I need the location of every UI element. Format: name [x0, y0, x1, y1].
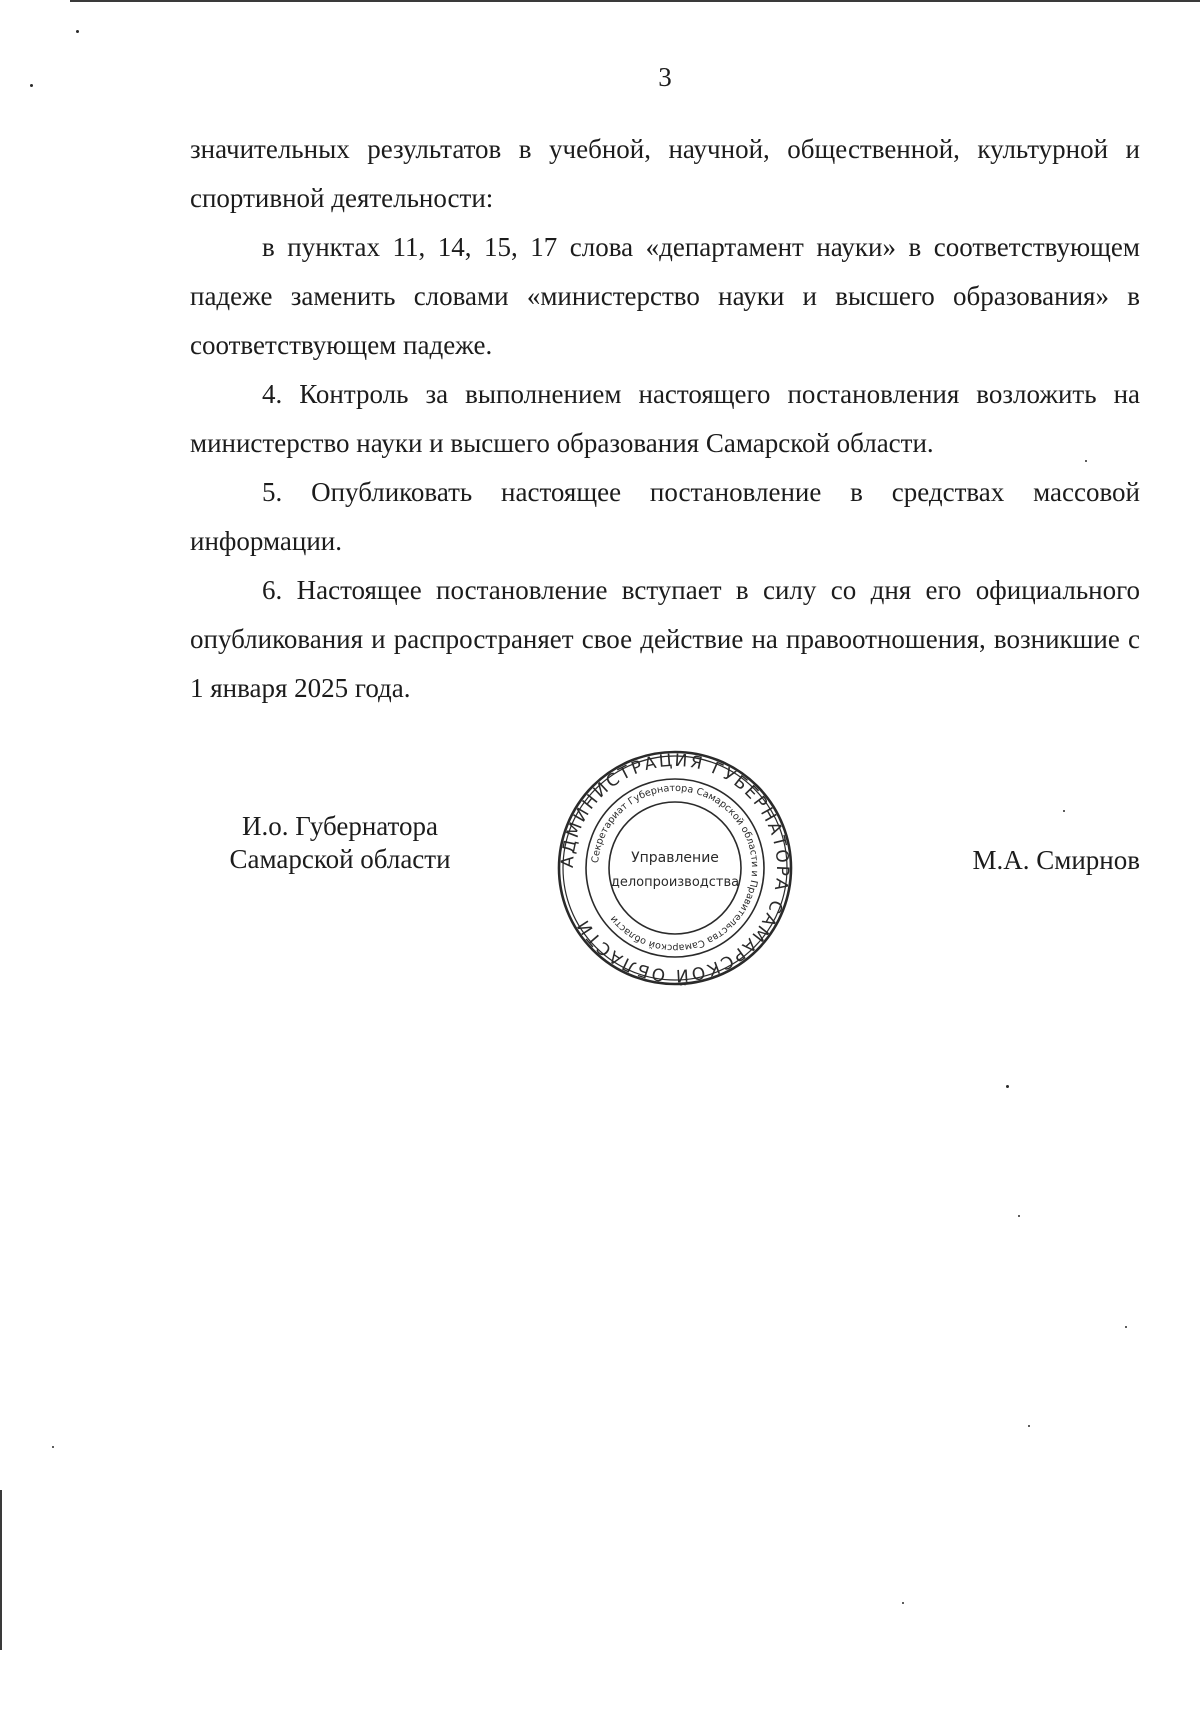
seal-middle-ring	[586, 779, 764, 957]
scan-speck	[76, 30, 79, 33]
signatory-title	[175, 810, 505, 876]
paragraph-item-5: 5. Опубликовать настоящее постановление в средствах массовой информации.	[190, 477, 1140, 556]
scan-speck	[1028, 1425, 1030, 1427]
paragraph-item-6: 6. Настоящее постановление вступает в силу со дня его официального опубликования и распространяет свое действие на правоотношения, возникшие с 1 января 2025 года.	[190, 575, 1140, 703]
scan-speck	[1063, 810, 1065, 812]
scan-speck	[52, 1446, 54, 1448]
scan-top-edge	[70, 0, 1200, 2]
scan-left-edge	[0, 1490, 2, 1650]
scan-speck	[902, 1602, 904, 1604]
signatory-title-line1: И.о. Губернатора	[241, 811, 438, 841]
scan-speck	[1018, 1215, 1020, 1217]
signatory-title-line2: Самарской области	[229, 844, 451, 874]
signatory-name: М.А. Смирнов	[972, 845, 1140, 875]
scan-speck	[1125, 1326, 1127, 1328]
paragraph-amendment: в пунктах 11, 14, 15, 17 слова «департамент науки» в соответствующем падеже заменить словами «министерство науки и высшего образования» в соответствующем падеже.	[190, 232, 1140, 360]
document-body	[190, 125, 1140, 713]
seal-inner-text: Секретариат Губернатора Самарской области и Правительства Самарской области	[590, 782, 761, 954]
official-seal	[555, 748, 795, 988]
seal-center-line1: Управление	[631, 850, 719, 866]
scan-speck	[1006, 1085, 1009, 1088]
page-number: 3	[658, 62, 672, 92]
paragraph-item-4: 4. Контроль за выполнением настоящего постановления возложить на министерство науки и высшего образования Самарской области.	[190, 379, 1140, 458]
seal-center-line2: делопроизводства	[610, 875, 740, 890]
paragraph-continuation: значительных результатов в учебной, научной, общественной, культурной и спортивной деятельности:	[190, 134, 1140, 213]
seal-inner-ring	[609, 802, 741, 934]
seal-outer-text: АДМИНИСТРАЦИЯ ГУБЕРНАТОРА САМАРСКОЙ ОБЛАСТИ	[557, 750, 793, 986]
